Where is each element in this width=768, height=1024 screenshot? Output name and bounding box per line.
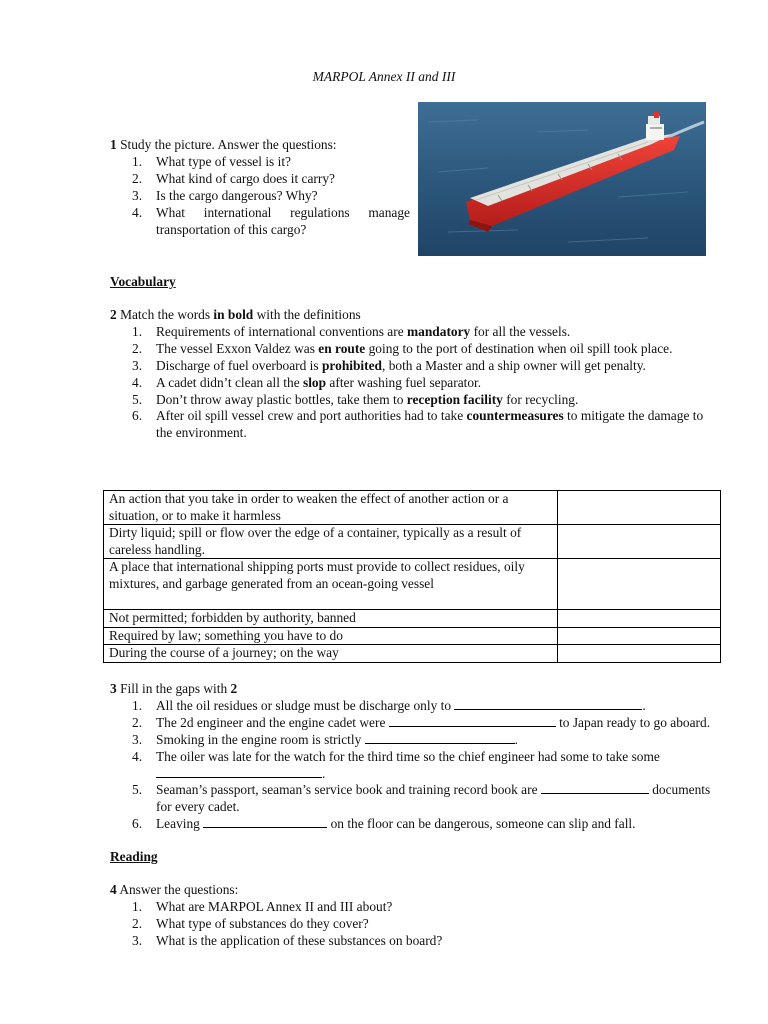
vocabulary-heading: Vocabulary — [110, 274, 176, 289]
table-row — [104, 610, 721, 628]
list-item: 3. Discharge of fuel overboard is prohibited, both a Master and a ship owner will get penalty. — [132, 357, 646, 373]
list-item: 3. Smoking in the engine room is strictly . — [132, 731, 519, 747]
definition-cell: Required by law; something you have to do — [104, 627, 558, 645]
list-item: 3. What is the application of these substances on board? — [132, 932, 443, 948]
section-2: 2 Match the words in bold with the definitions 1. Requirements of international conventions are mandatory for all the vessels. 2. The vessel Exxon Valdez was en route going to the port of destination when oil spill took place. 3. Discharge of fuel overboard is prohibited, both a Master and a ship owner will get penalty. 4. A cadet didn’t clean all the slop after washing fuel separator. 5. Don’t throw away plastic bottles, take them to reception facility for recycling. 6. After oil spill vessel crew and port authorities had to take countermeasures to mitigate the damage to the environment. — [110, 307, 715, 442]
reading-heading: Reading — [110, 849, 158, 864]
table-row — [104, 645, 721, 663]
definitions-table — [103, 490, 721, 663]
vocabulary-heading-wrap — [110, 274, 715, 291]
definition-cell: A place that international shipping ports must provide to collect residues, oily mixtures, and garbage generated from an ocean-going vessel — [104, 559, 558, 610]
section-2-number: 2 — [110, 307, 117, 322]
list-item: 4. The oiler was late for the watch for the third time so the chief engineer had some to take some . — [132, 748, 660, 781]
gap-blank[interactable] — [454, 698, 642, 710]
reading-heading-wrap — [110, 849, 715, 866]
table-row — [104, 627, 721, 645]
list-item: 4. A cadet didn’t clean all the slop after washing fuel separator. — [132, 374, 482, 390]
answer-cell[interactable] — [558, 491, 721, 525]
gap-blank[interactable] — [203, 816, 327, 828]
section-1-heading: Study the picture. Answer the questions: — [120, 137, 337, 152]
list-item: 1. All the oil residues or sludge must be discharge only to . — [132, 697, 646, 713]
section-3-gap-sentences — [110, 698, 715, 833]
list-item: 1. What are MARPOL Annex II and III about? — [132, 898, 393, 914]
answer-cell[interactable] — [558, 610, 721, 628]
list-item: 2. The 2d engineer and the engine cadet were to Japan ready to go aboard. — [132, 714, 711, 730]
list-item: 5. Don’t throw away plastic bottles, take them to reception facility for recycling. — [132, 391, 579, 407]
gap-blank[interactable] — [541, 782, 649, 794]
list-item: 5. Seaman’s passport, seaman’s service book and training record book are documents for every cadet. — [132, 782, 711, 815]
section-3-number: 3 — [110, 681, 117, 696]
gap-blank[interactable] — [365, 732, 515, 744]
list-item: 1. Requirements of international conventions are mandatory for all the vessels. — [132, 323, 571, 339]
bold-term: countermeasures — [466, 408, 564, 424]
page-title: MARPOL Annex II and III — [312, 69, 456, 84]
section-4: 4 Answer the questions: 1. What are MARPOL Annex II and III about? 2. What type of substances do they cover? 3. What is the application of these substances on board? — [110, 882, 715, 950]
list-item: 2. The vessel Exxon Valdez was en route going to the port of destination when oil spill took place. — [132, 340, 673, 356]
definition-cell: Not permitted; forbidden by authority, banned — [104, 610, 558, 628]
table-row — [104, 559, 721, 610]
list-item: 3. Is the cargo dangerous? Why? — [132, 187, 318, 203]
list-item: 4. What international regulations manage transportation of this cargo? — [132, 204, 410, 237]
list-item: 2. What type of substances do they cover? — [132, 915, 369, 931]
section-4-number: 4 — [110, 882, 117, 897]
list-item: 6. Leaving on the floor can be dangerous, someone can slip and fall. — [132, 816, 636, 832]
section-4-questions — [110, 899, 715, 950]
bold-term: mandatory — [407, 323, 471, 339]
table-row — [104, 491, 721, 525]
bold-term: reception facility — [406, 391, 503, 407]
answer-cell[interactable] — [558, 627, 721, 645]
list-item: 1. What type of vessel is it? — [132, 153, 291, 169]
gap-blank[interactable] — [389, 715, 556, 727]
section-1-questions — [110, 154, 410, 239]
table-row — [104, 525, 721, 559]
gap-blank[interactable] — [156, 766, 322, 778]
bold-term: slop — [303, 374, 327, 390]
list-item: 6. After oil spill vessel crew and port authorities had to take countermeasures to mitigate the damage to the environment. — [132, 408, 704, 441]
definition-cell: Dirty liquid; spill or flow over the edge of a container, typically as a result of careless handling. — [104, 525, 558, 559]
answer-cell[interactable] — [558, 559, 721, 610]
definition-cell: An action that you take in order to weaken the effect of another action or a situation, or to make it harmless — [104, 491, 558, 525]
bold-term: en route — [318, 340, 366, 356]
tanker-ship-photo — [418, 102, 706, 256]
list-item: 2. What kind of cargo does it carry? — [132, 170, 335, 186]
section-2-sentences — [110, 324, 715, 442]
bold-term: prohibited — [321, 357, 382, 373]
answer-cell[interactable] — [558, 525, 721, 559]
section-1 — [110, 137, 410, 238]
section-3: 3 Fill in the gaps with 2 1. All the oil residues or sludge must be discharge only to . 2. The 2d engineer and the engine cadet were to Japan ready to go aboard. 3. Smoking in the engine room is strictly . 4. The oiler was late for the watch for the third time so the chief engineer had some to take some . 5. Seaman’s passport, seaman’s service book and training record book are documents for every cadet. 6. Leaving on the floor can be dangerous, someone can slip and fall. — [110, 681, 715, 833]
section-1-number: 1 — [110, 137, 117, 152]
definition-cell: During the course of a journey; on the way — [104, 645, 558, 663]
answer-cell[interactable] — [558, 645, 721, 663]
